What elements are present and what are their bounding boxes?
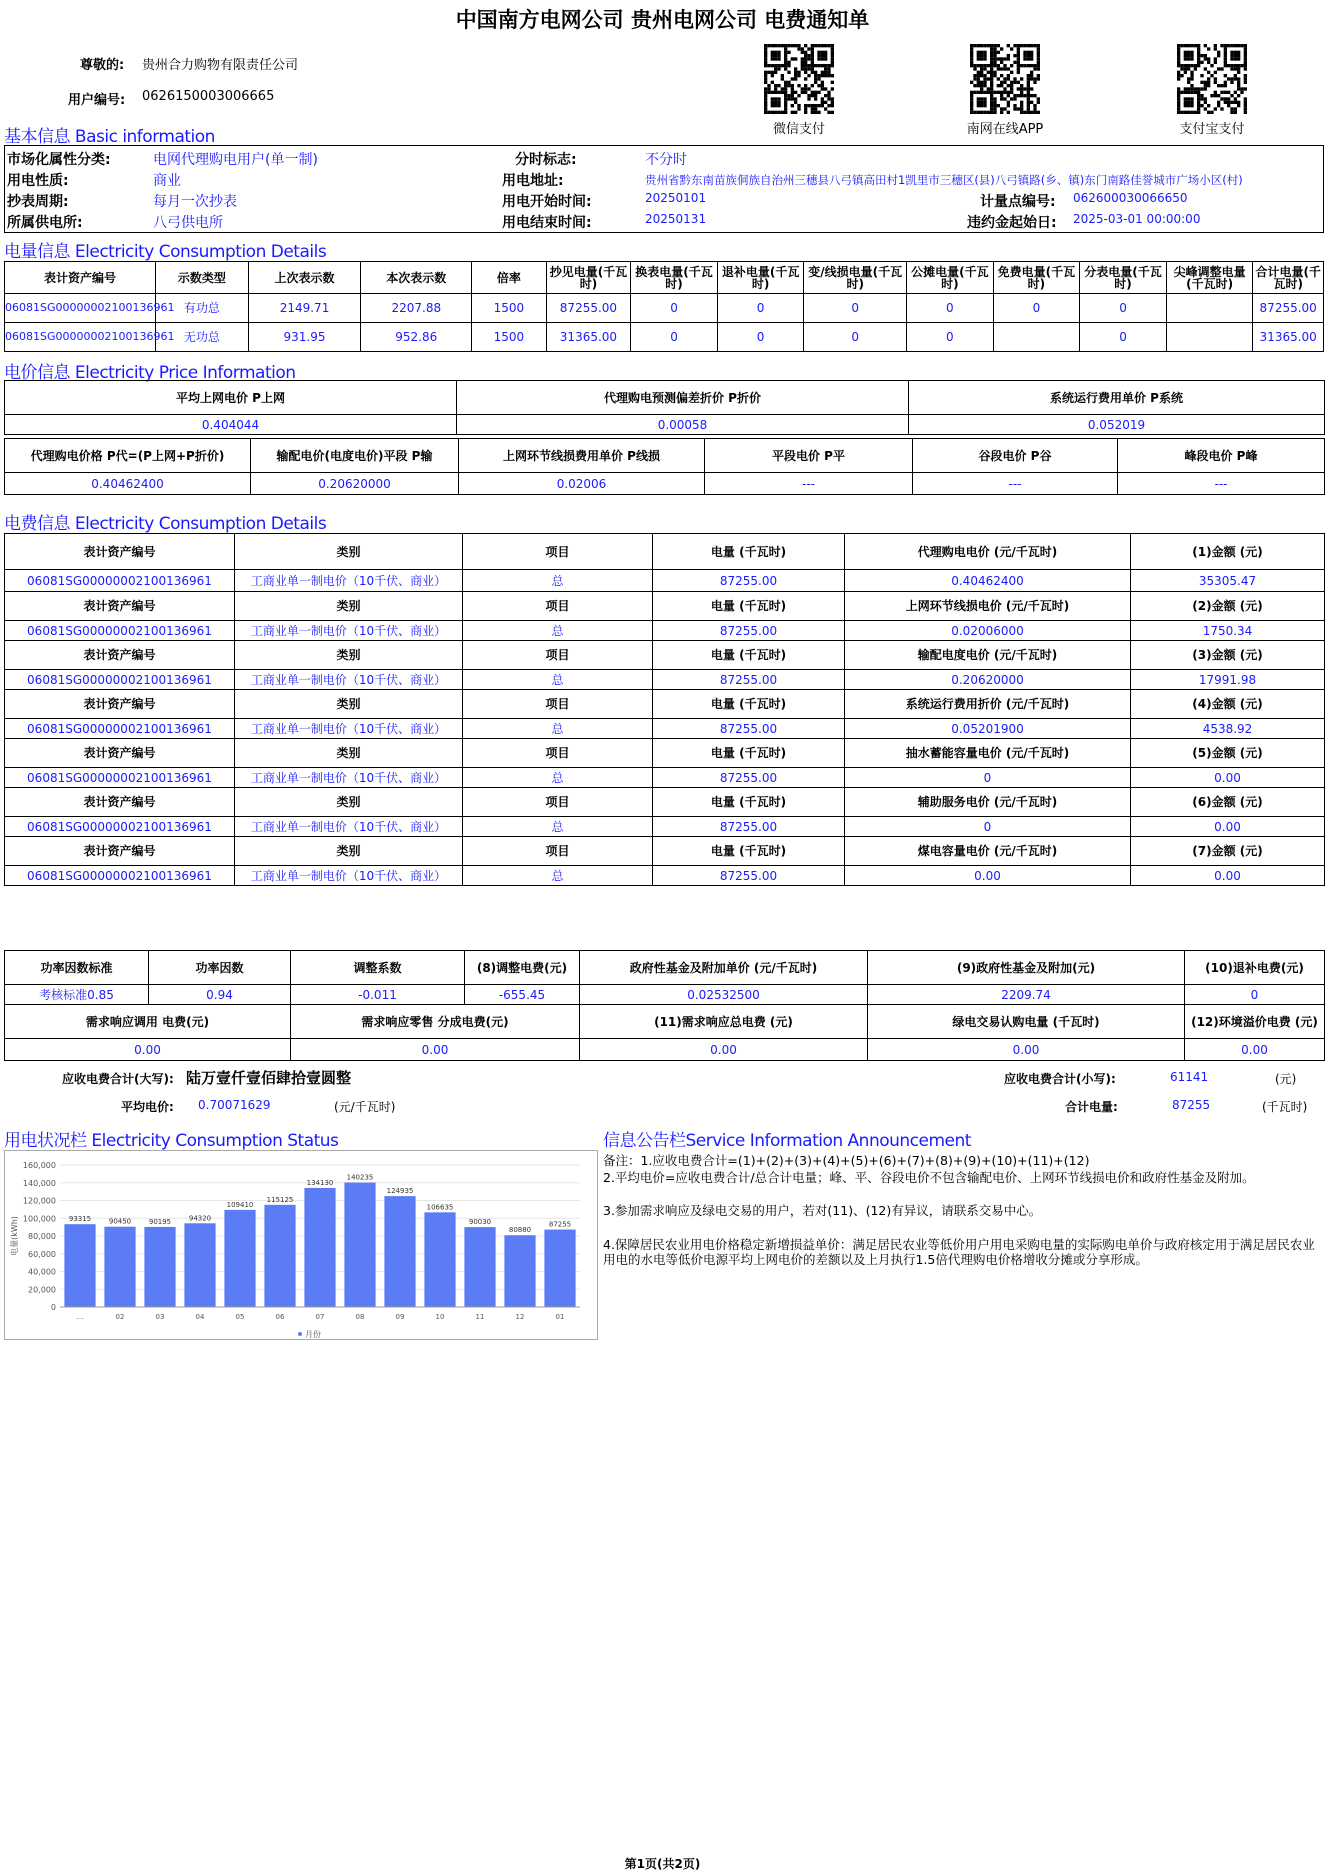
consumption-table [4, 261, 1324, 352]
chart-xtick: 07 [315, 1313, 325, 1321]
fee-price: 0.02006000 [845, 621, 1131, 641]
chart-data-label: 90450 [108, 1217, 132, 1226]
fee-h-price: 抽水蓄能容量电价 (元/千瓦时) [845, 739, 1131, 768]
chart-ytick: 160,000 [22, 1161, 56, 1170]
chart-xtick: 12 [515, 1313, 525, 1321]
fee-h-amount: (7)金额 (元) [1131, 837, 1325, 866]
cons-cell: 0 [717, 323, 804, 352]
price-h-agent: 代理购电价格 P代=(P上网+P折价) [5, 439, 251, 473]
adjust-v1-cell: 考核标准0.85 [5, 985, 149, 1005]
fee-header-row [5, 837, 1325, 866]
cons-cell: 952.86 [361, 323, 472, 352]
chart-data-label: 109410 [226, 1200, 254, 1209]
userno-label: 用户编号: [68, 93, 126, 108]
fee-h-type: 类别 [235, 739, 463, 768]
cons-cell: 0 [993, 294, 1080, 323]
adjust-v2-cell: 0.00 [868, 1039, 1185, 1061]
fee-header-row [5, 592, 1325, 621]
fee-item: 总 [463, 866, 653, 886]
reading-cycle-label: 抄表周期: [7, 194, 69, 210]
cons-header: 本次表示数 [361, 262, 472, 294]
fee-qty: 87255.00 [653, 621, 845, 641]
basic-info-box [4, 145, 1324, 233]
end-time-label: 用电结束时间: [502, 215, 592, 231]
penalty-date-value: 2025-03-01 00:00:00 [1073, 212, 1201, 226]
chart-ytick: 40,000 [28, 1267, 56, 1277]
wechat-pay-qr-icon[interactable] [764, 44, 834, 114]
fee-qty: 87255.00 [653, 768, 845, 788]
cons-header: 分表电量(千瓦时) [1080, 262, 1167, 294]
adjust-v2-cell: 0.00 [5, 1039, 291, 1061]
fee-meter: 06081SG00000002100136961 [5, 570, 235, 592]
cons-cell: 931.95 [248, 323, 361, 352]
chart-data-label: 140235 [346, 1173, 374, 1182]
fee-amt: 4538.92 [1131, 719, 1325, 739]
cons-cell: 31365.00 [1253, 323, 1324, 352]
adjust-h1-cell: (10)退补电费(元) [1185, 951, 1325, 985]
fee-h-price: 煤电容量电价 (元/千瓦时) [845, 837, 1131, 866]
fee-h-qty: 电量 (千瓦时) [653, 788, 845, 817]
fee-value-row [5, 866, 1325, 886]
cons-cell: 06081SG00000002100136961 [5, 294, 156, 323]
chart-xtick: 11 [475, 1313, 485, 1321]
address-label: 用电地址: [502, 173, 564, 189]
consumption-bar-chart [5, 1151, 599, 1341]
cons-cell: 0 [631, 323, 718, 352]
adjust-h1-cell: 功率因数 [149, 951, 291, 985]
cons-header: 抄见电量(千瓦时) [546, 262, 631, 294]
section-status-title: 用电状况栏 Electricity Consumption Status [4, 1131, 339, 1151]
fee-type: 工商业单一制电价（10千伏、商业） [235, 866, 463, 886]
chart-bar [104, 1227, 135, 1307]
fee-h-price: 代理购电电价 (元/千瓦时) [845, 534, 1131, 570]
chart-bar [384, 1196, 415, 1307]
chart-ylabel: 电量(kWh) [10, 1216, 19, 1256]
cons-cell: 0 [804, 294, 907, 323]
fee-value-row [5, 670, 1325, 690]
fee-h-price: 输配电度电价 (元/千瓦时) [845, 641, 1131, 670]
fee-value-row [5, 570, 1325, 592]
start-time-label: 用电开始时间: [502, 194, 592, 210]
station-value: 八弓供电所 [153, 215, 223, 231]
cons-cell: 0 [804, 323, 907, 352]
chart-data-label: 106635 [426, 1203, 454, 1212]
chart-data-label: 115125 [266, 1195, 294, 1204]
fee-price: 0.20620000 [845, 670, 1131, 690]
market-attr-label: 市场化属性分类: [7, 152, 111, 168]
fee-amt: 0.00 [1131, 817, 1325, 837]
cons-cell: 有功总 [156, 294, 249, 323]
start-time-value: 20250101 [645, 191, 707, 205]
announce-line-4: 4.保障居民农业用电价格稳定新增损益单价：满足居民农业等低价用户用电采购电量的实际购电单价与政府核定用于满足居民农业用电的水电等低价电源平均上网电价的差额以及上月执行1.5倍代理购电价格增收分摊或分享形成。 [603, 1237, 1315, 1267]
price-table-2 [4, 438, 1325, 495]
adjust-v1-cell: -0.011 [291, 985, 465, 1005]
adjust-v1-cell: 0 [1185, 985, 1325, 1005]
wechat-pay-label: 微信支付 [772, 122, 825, 137]
chart-bar [304, 1188, 335, 1307]
fee-qty: 87255.00 [653, 719, 845, 739]
bill-title: 中国南方电网公司 贵州电网公司 电费通知单 [455, 8, 870, 32]
cons-header: 倍率 [472, 262, 547, 294]
cons-cell: 0 [717, 294, 804, 323]
fee-type: 工商业单一制电价（10千伏、商业） [235, 670, 463, 690]
fee-type: 工商业单一制电价（10千伏、商业） [235, 719, 463, 739]
price-v-valley: --- [913, 473, 1118, 495]
chart-xtick: 02 [115, 1313, 125, 1321]
fee-h-qty: 电量 (千瓦时) [653, 592, 845, 621]
cons-header: 换表电量(千瓦时) [631, 262, 718, 294]
fee-h-item: 项目 [463, 592, 653, 621]
total-caps-label: 应收电费合计(大写): [62, 1072, 174, 1086]
fee-header-row [5, 641, 1325, 670]
chart-data-label: 90030 [468, 1218, 492, 1227]
adjust-v1-cell: -655.45 [465, 985, 580, 1005]
csg-app-qr-icon[interactable] [970, 44, 1040, 114]
chart-data-label: 134130 [306, 1178, 334, 1187]
section-basic-title: 基本信息 Basic information [4, 127, 215, 147]
adjust-h2-cell: 需求响应调用 电费(元) [5, 1005, 291, 1039]
total-small-value: 61141 [1170, 1070, 1209, 1084]
fee-h-item: 项目 [463, 837, 653, 866]
total-qty-value: 87255 [1172, 1098, 1211, 1112]
fee-type: 工商业单一制电价（10千伏、商业） [235, 621, 463, 641]
cons-cell: 0 [907, 294, 994, 323]
adjust-v2-cell: 0.00 [580, 1039, 868, 1061]
fee-h-meter: 表计资产编号 [5, 534, 235, 570]
fee-price: 0 [845, 817, 1131, 837]
page-footer: 第1页(共2页) [624, 1857, 701, 1871]
cons-cell: 0 [1080, 323, 1167, 352]
total-small-label: 应收电费合计(小写): [1004, 1072, 1116, 1086]
cons-header: 示数类型 [156, 262, 249, 294]
fee-price: 0.05201900 [845, 719, 1131, 739]
fee-meter: 06081SG00000002100136961 [5, 719, 235, 739]
adjust-h1-cell: 调整系数 [291, 951, 465, 985]
cons-cell: 1500 [472, 294, 547, 323]
chart-xtick: 10 [435, 1313, 445, 1321]
fee-h-meter: 表计资产编号 [5, 739, 235, 768]
customer-name: 贵州合力购物有限责任公司 [142, 58, 299, 73]
chart-xtick: 08 [355, 1313, 365, 1321]
fee-h-type: 类别 [235, 690, 463, 719]
fee-h-item: 项目 [463, 641, 653, 670]
meter-point-value: 062600030066650 [1073, 191, 1188, 205]
fee-item: 总 [463, 570, 653, 592]
adjust-v1-cell: 0.02532500 [580, 985, 868, 1005]
price-v-deviation: 0.00058 [457, 415, 909, 435]
fee-h-type: 类别 [235, 534, 463, 570]
fee-item: 总 [463, 817, 653, 837]
fee-h-item: 项目 [463, 739, 653, 768]
cons-cell: 无功总 [156, 323, 249, 352]
fee-meter: 06081SG00000002100136961 [5, 768, 235, 788]
cons-header: 公摊电量(千瓦时) [907, 262, 994, 294]
tou-flag-value: 不分时 [645, 152, 687, 168]
section-announce-title: 信息公告栏Service Information Announcement [603, 1131, 971, 1151]
section-consumption-title: 电量信息 Electricity Consumption Details [4, 242, 327, 262]
price-h-transmission: 输配电价(电度电价)平段 P输 [251, 439, 459, 473]
fee-h-qty: 电量 (千瓦时) [653, 837, 845, 866]
fee-type: 工商业单一制电价（10千伏、商业） [235, 768, 463, 788]
fee-h-item: 项目 [463, 788, 653, 817]
chart-xtick: ... [76, 1313, 84, 1321]
cons-header: 免费电量(千瓦时) [993, 262, 1080, 294]
chart-bar [424, 1212, 455, 1307]
fee-value-row [5, 621, 1325, 641]
fee-h-price: 系统运行费用折价 (元/千瓦时) [845, 690, 1131, 719]
fee-amt: 0.00 [1131, 768, 1325, 788]
adjust-v2-cell: 0.00 [291, 1039, 580, 1061]
chart-ytick: 20,000 [28, 1285, 56, 1295]
avg-price-value: 0.70071629 [198, 1098, 271, 1112]
userno-value: 0626150003006665 [142, 89, 275, 104]
adjust-h2-cell: (12)环境溢价电费 (元) [1185, 1005, 1325, 1039]
cons-header: 变/线损电量(千瓦时) [804, 262, 907, 294]
cons-cell [993, 323, 1080, 352]
price-v-flat: --- [705, 473, 913, 495]
cons-cell: 0 [631, 294, 718, 323]
cons-header: 尖峰调整电量(千瓦时) [1166, 262, 1253, 294]
price-v-system: 0.052019 [909, 415, 1325, 435]
price-table-1 [4, 380, 1325, 435]
fee-amt: 35305.47 [1131, 570, 1325, 592]
fee-h-amount: (3)金额 (元) [1131, 641, 1325, 670]
chart-legend-marker [298, 1332, 302, 1336]
cons-header: 退补电量(千瓦时) [717, 262, 804, 294]
cons-header: 上次表示数 [248, 262, 361, 294]
consumption-chart-box [4, 1150, 598, 1340]
dear-label: 尊敬的: [80, 58, 125, 73]
price-v-peak: --- [1118, 473, 1325, 495]
cons-cell: 06081SG00000002100136961 [5, 323, 156, 352]
fee-meter: 06081SG00000002100136961 [5, 817, 235, 837]
cons-cell [1166, 323, 1253, 352]
chart-ytick: 100,000 [22, 1214, 56, 1224]
fee-header-row [5, 788, 1325, 817]
adjust-h2-cell: (11)需求响应总电费 (元) [580, 1005, 868, 1039]
fee-value-row [5, 768, 1325, 788]
fee-qty: 87255.00 [653, 866, 845, 886]
announce-line-1: 备注：1.应收电费合计=(1)+(2)+(3)+(4)+(5)+(6)+(7)+(8)+(9)+(10)+(11)+(12) [603, 1153, 1090, 1168]
price-v-transmission: 0.20620000 [251, 473, 459, 495]
chart-xtick: 04 [195, 1313, 205, 1321]
fee-h-meter: 表计资产编号 [5, 592, 235, 621]
adjust-h1-cell: 功率因数标准 [5, 951, 149, 985]
chart-ytick: 60,000 [28, 1249, 56, 1259]
price-h-deviation: 代理购电预测偏差折价 P折价 [457, 381, 909, 415]
alipay-qr-icon[interactable] [1177, 44, 1247, 114]
fee-h-type: 类别 [235, 641, 463, 670]
cons-header: 合计电量(千瓦时) [1253, 262, 1324, 294]
chart-bar [64, 1224, 95, 1307]
fee-qty: 87255.00 [653, 670, 845, 690]
fee-h-meter: 表计资产编号 [5, 690, 235, 719]
reading-cycle-value: 每月一次抄表 [153, 194, 237, 210]
cons-cell: 87255.00 [1253, 294, 1324, 323]
total-qty-unit: (千瓦时) [1262, 1100, 1308, 1114]
market-attr-value: 电网代理购电用户(单一制) [153, 152, 318, 168]
chart-xtick: 09 [395, 1313, 405, 1321]
fee-meter: 06081SG00000002100136961 [5, 621, 235, 641]
fee-price: 0.00 [845, 866, 1131, 886]
fee-meter: 06081SG00000002100136961 [5, 670, 235, 690]
adjust-h1-cell: (8)调整电费(元) [465, 951, 580, 985]
fee-h-price: 辅助服务电价 (元/千瓦时) [845, 788, 1131, 817]
fee-h-meter: 表计资产编号 [5, 641, 235, 670]
avg-price-unit: (元/千瓦时) [334, 1100, 396, 1114]
fee-h-qty: 电量 (千瓦时) [653, 690, 845, 719]
usage-type-value: 商业 [153, 173, 181, 189]
fee-header-row [5, 534, 1325, 570]
chart-data-label: 80880 [508, 1226, 532, 1235]
announce-line-3: 3.参加需求响应及绿电交易的用户，若对(11)、(12)有异议，请联系交易中心。 [603, 1203, 1042, 1218]
total-caps-value: 陆万壹仟壹佰肆拾壹圆整 [186, 1069, 352, 1087]
adjust-h1-cell: (9)政府性基金及附加(元) [868, 951, 1185, 985]
meter-point-label: 计量点编号: [980, 194, 1056, 210]
fee-h-item: 项目 [463, 690, 653, 719]
chart-ytick: 80,000 [28, 1232, 56, 1241]
cons-cell: 87255.00 [546, 294, 631, 323]
fee-value-row [5, 719, 1325, 739]
fee-item: 总 [463, 621, 653, 641]
penalty-date-label: 违约金起始日: [967, 215, 1057, 231]
fee-qty: 87255.00 [653, 570, 845, 592]
fee-h-amount: (5)金额 (元) [1131, 739, 1325, 768]
adjust-table-1 [4, 950, 1325, 1005]
cons-header: 表计资产编号 [5, 262, 156, 294]
price-v-avg: 0.404044 [5, 415, 457, 435]
price-v-agent: 0.40462400 [5, 473, 251, 495]
tou-flag-label: 分时标志: [515, 152, 577, 168]
chart-ytick: 140,000 [22, 1178, 56, 1188]
chart-xtick: 03 [155, 1313, 165, 1321]
fee-amt: 17991.98 [1131, 670, 1325, 690]
avg-price-label: 平均电价: [121, 1100, 174, 1114]
fee-h-amount: (6)金额 (元) [1131, 788, 1325, 817]
fee-h-price: 上网环节线损电价 (元/千瓦时) [845, 592, 1131, 621]
chart-data-label: 93315 [68, 1215, 92, 1224]
fee-price: 0.40462400 [845, 570, 1131, 592]
chart-xtick: 01 [555, 1313, 565, 1321]
cons-cell: 31365.00 [546, 323, 631, 352]
chart-xtick: 06 [275, 1313, 285, 1321]
fee-h-type: 类别 [235, 788, 463, 817]
end-time-value: 20250131 [645, 212, 707, 226]
chart-bar [464, 1227, 495, 1307]
alipay-label: 支付宝支付 [1179, 122, 1245, 137]
fee-qty: 87255.00 [653, 817, 845, 837]
adjust-table-2 [4, 1004, 1325, 1061]
cons-cell: 2207.88 [361, 294, 472, 323]
usage-type-label: 用电性质: [7, 173, 69, 189]
chart-legend: 月份 [305, 1330, 321, 1339]
chart-data-label: 94320 [188, 1214, 212, 1223]
price-h-avg: 平均上网电价 P上网 [5, 381, 457, 415]
fee-meter: 06081SG00000002100136961 [5, 866, 235, 886]
chart-bar [144, 1227, 175, 1307]
fee-type: 工商业单一制电价（10千伏、商业） [235, 817, 463, 837]
adjust-h1-cell: 政府性基金及附加单价 (元/千瓦时) [580, 951, 868, 985]
adjust-h2-cell: 需求响应零售 分成电费(元) [291, 1005, 580, 1039]
chart-bar [184, 1223, 215, 1307]
fee-table [4, 533, 1325, 886]
fee-type: 工商业单一制电价（10千伏、商业） [235, 570, 463, 592]
chart-ytick: 0 [50, 1303, 56, 1312]
fee-h-amount: (4)金额 (元) [1131, 690, 1325, 719]
price-h-flat: 平段电价 P平 [705, 439, 913, 473]
fee-header-row [5, 690, 1325, 719]
section-price-title: 电价信息 Electricity Price Information [4, 363, 296, 383]
chart-bar [224, 1210, 255, 1307]
chart-bar [264, 1205, 295, 1307]
address-value: 贵州省黔东南苗族侗族自治州三穗县八弓镇高田村1凯里市三穗区(县)八弓镇路(乡、镇)东门南路佳誉城市广场小区(村) [645, 173, 1243, 187]
chart-bar [504, 1235, 535, 1307]
adjust-v2-cell: 0.00 [1185, 1039, 1325, 1061]
fee-h-qty: 电量 (千瓦时) [653, 739, 845, 768]
adjust-v1-cell: 0.94 [149, 985, 291, 1005]
fee-h-meter: 表计资产编号 [5, 788, 235, 817]
price-h-lineloss: 上网环节线损费用单价 P线损 [459, 439, 705, 473]
chart-data-label: 124935 [386, 1187, 414, 1196]
station-label: 所属供电所: [7, 215, 83, 231]
announce-line-2: 2.平均电价=应收电费合计/总合计电量；峰、平、谷段电价不包含输配电价、上网环节线损电价和政府性基金及附加。 [603, 1170, 1255, 1185]
chart-bar [344, 1183, 375, 1307]
fee-header-row [5, 739, 1325, 768]
fee-item: 总 [463, 670, 653, 690]
total-small-unit: (元) [1275, 1072, 1297, 1086]
fee-h-item: 项目 [463, 534, 653, 570]
fee-item: 总 [463, 768, 653, 788]
chart-bar [544, 1230, 575, 1307]
fee-value-row [5, 817, 1325, 837]
chart-data-label: 90195 [148, 1217, 172, 1226]
cons-cell [1166, 294, 1253, 323]
fee-h-amount: (1)金额 (元) [1131, 534, 1325, 570]
chart-ytick: 120,000 [22, 1196, 56, 1206]
fee-h-meter: 表计资产编号 [5, 837, 235, 866]
cons-cell: 2149.71 [248, 294, 361, 323]
price-h-valley: 谷段电价 P谷 [913, 439, 1118, 473]
fee-price: 0 [845, 768, 1131, 788]
chart-data-label: 87255 [548, 1220, 572, 1229]
fee-amt: 0.00 [1131, 866, 1325, 886]
cons-cell: 0 [1080, 294, 1167, 323]
csg-app-label: 南网在线APP [966, 122, 1044, 137]
price-h-system: 系统运行费用单价 P系统 [909, 381, 1325, 415]
price-h-peak: 峰段电价 P峰 [1118, 439, 1325, 473]
price-v-lineloss: 0.02006 [459, 473, 705, 495]
cons-cell: 1500 [472, 323, 547, 352]
total-qty-label: 合计电量: [1065, 1100, 1118, 1114]
fee-amt: 1750.34 [1131, 621, 1325, 641]
fee-h-amount: (2)金额 (元) [1131, 592, 1325, 621]
chart-xtick: 05 [235, 1313, 245, 1321]
fee-h-qty: 电量 (千瓦时) [653, 641, 845, 670]
fee-h-qty: 电量 (千瓦时) [653, 534, 845, 570]
fee-h-type: 类别 [235, 592, 463, 621]
adjust-h2-cell: 绿电交易认购电量 (千瓦时) [868, 1005, 1185, 1039]
adjust-v1-cell: 2209.74 [868, 985, 1185, 1005]
section-fee-title: 电费信息 Electricity Consumption Details [4, 514, 327, 534]
fee-h-type: 类别 [235, 837, 463, 866]
cons-cell: 0 [907, 323, 994, 352]
fee-item: 总 [463, 719, 653, 739]
